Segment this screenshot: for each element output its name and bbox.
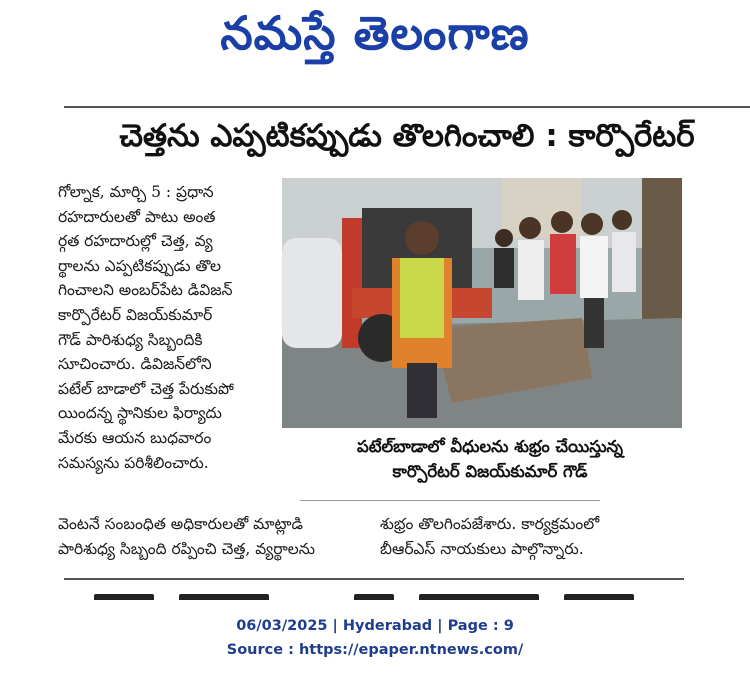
- body-line: గౌడ్ పారిశుధ్య సిబ్బందికి: [58, 330, 203, 349]
- footer-date-edition: 06/03/2025 | Hyderabad | Page : 9: [0, 614, 750, 638]
- section-divider: [64, 578, 684, 580]
- top-divider: [64, 106, 750, 108]
- body-line: వెంటనే సంబంధిత అధికారులతో మాట్లాడి: [58, 515, 303, 533]
- body-line: రహదారులతో పాటు అంత: [58, 207, 216, 226]
- article-bottom-left: [58, 512, 368, 561]
- article-bottom-right: [380, 512, 680, 561]
- body-line: బీఆర్ఎస్ నాయకులు పాల్గొన్నారు.: [380, 539, 584, 558]
- article-headline: చెత్తను ఎప్పటికప్పుడు తొలగించాలి : కార్పొరేటర్: [119, 118, 695, 154]
- street-cleaning-photo: [282, 178, 682, 428]
- caption-divider: [300, 500, 600, 501]
- body-line: సమస్యను పరిశీలించారు.: [58, 453, 209, 472]
- caption-line: పటేల్‌బాడాలో వీధులను శుభ్రం చేయిస్తున్న: [356, 437, 624, 456]
- body-line: పటేల్ బాడాలో చెత్త పేరుకుపో: [58, 379, 234, 398]
- body-line: కార్పొరేటర్ విజయ్‌కుమార్: [58, 305, 213, 324]
- body-line: శుభ్రం తొలగింపజేశారు. కార్యక్రమంలో: [380, 515, 600, 533]
- body-line: ర్థాలను ఎప్పటికప్పుడు తొల: [58, 256, 221, 275]
- masthead-title: నమస్తే తెలంగాణ: [220, 6, 530, 60]
- body-line: మేరకు ఆయన బుధవారం: [58, 428, 212, 447]
- body-line: యిందన్న స్థానికుల ఫిర్యాదు: [58, 404, 222, 423]
- photo-caption: [300, 434, 680, 484]
- body-line: ర్గత రహదారుల్లో చెత్త, వ్య: [58, 232, 213, 251]
- body-line: సూచించారు. డివిజన్‌లోని: [58, 355, 212, 374]
- body-line: గించాలని అంబర్‌పేట డివిజన్: [58, 281, 233, 300]
- caption-line: కార్పొరేటర్ విజయ్‌కుమార్ గౌడ్: [392, 462, 588, 481]
- body-line: గోల్నాక, మార్చి 5 : ప్రధాన: [58, 183, 214, 201]
- body-line: పారిశుధ్య సిబ్బంది రప్పించి చెత్త, వ్యర్థాలను: [58, 539, 315, 558]
- article-photo: [282, 178, 682, 428]
- newspaper-masthead: [0, 0, 750, 80]
- footer-source: Source : https://epaper.ntnews.com/: [226, 642, 524, 658]
- article-body-column: [58, 180, 280, 475]
